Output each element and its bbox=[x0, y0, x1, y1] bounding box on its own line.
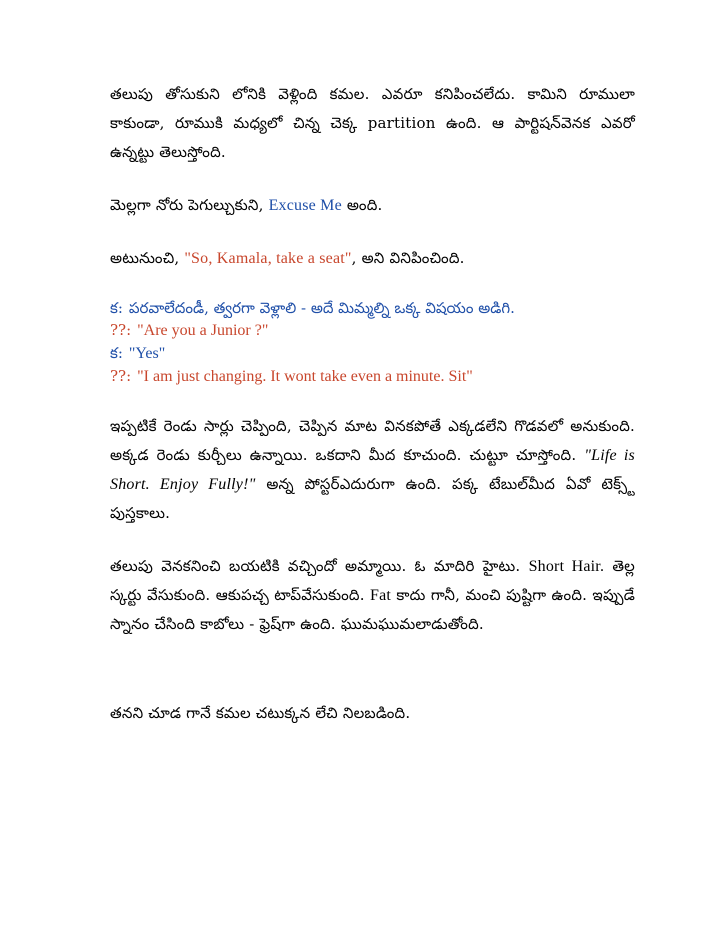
paragraph-2-suffix: అంది. bbox=[346, 196, 383, 214]
dialogue-text: "I am just changing. It wont take even a minute. Sit" bbox=[137, 368, 473, 385]
paragraph-7-text: తనని చూడ గానే కమల చటుక్కన లేచి నిలబడింది. bbox=[110, 704, 411, 722]
paragraph-6-part-c: కాదు గానీ, మంచి పుష్టిగా ఉంది. ఇప్పుడే స్నానం చేసింది కాబోలు - ఫ్రెష్‌గా ఉంది. ఘుమఘుమలాడుతోంది. bbox=[110, 586, 635, 633]
paragraph-6-part-b: తెల్ల స్కర్టు వేసుకుంది. ఆకుపచ్చ టాప్‌వేసుకుంది. bbox=[110, 557, 636, 604]
paragraph-6 bbox=[110, 552, 635, 639]
paragraph-5-tail: అన్న పోస్టర్ఎదురుగా ఉంది. పక్క టేబుల్‌మీద ఏవో టెక్స్ట్ పుస్తకాలు. bbox=[110, 475, 635, 522]
fat-word: Fat bbox=[370, 587, 392, 604]
dialogue-line bbox=[110, 365, 635, 388]
dialogue-speaker: క: bbox=[110, 299, 123, 317]
dialogue-line bbox=[110, 297, 635, 319]
paragraph-1-text: తలుపు తోసుకుని లోనికి వెళ్లింది కమల. ఎవరూ కనిపించలేదు. కామిని రూములా కాకుండా, రూముకి మధ్యలో చిన్న చెక్క partition ఉంది. ఆ పార్టిషన్‌వెనక ఎవరో ఉన్నట్టు తెలుస్తోంది. bbox=[110, 85, 635, 161]
short-hair-phrase: Short Hair. bbox=[528, 558, 605, 575]
paragraph-7 bbox=[110, 699, 635, 728]
excuse-me-phrase: Excuse Me bbox=[268, 197, 342, 214]
dialogue-text: పరవాలేదండీ, త్వరగా వెళ్లాలి - అదే మిమ్మల్ని ఒక్క విషయం అడిగి. bbox=[128, 299, 515, 317]
paragraph-3 bbox=[110, 244, 635, 273]
dialogue-speaker: ??: bbox=[110, 367, 132, 385]
paragraph-1 bbox=[110, 80, 635, 167]
paragraph-2-prefix: మెల్లగా నోరు పెగుల్చుకుని, bbox=[110, 196, 264, 214]
paragraph-6-part-a: తలుపు వెనకనించి బయటికి వచ్చిందో అమ్మాయి. ఓ మాదిరి హైటు. bbox=[110, 557, 521, 575]
dialogue-text: "Are you a Junior ?" bbox=[137, 322, 269, 339]
take-a-seat-quote: "So, Kamala, take a seat" bbox=[184, 250, 352, 267]
paragraph-5 bbox=[110, 412, 635, 528]
dialogue-speaker: క: bbox=[110, 344, 123, 362]
paragraph-3-prefix: అటునుంచి, bbox=[110, 249, 180, 267]
paragraph-2 bbox=[110, 191, 635, 220]
dialogue-line bbox=[110, 342, 635, 365]
dialogue-text: "Yes" bbox=[128, 345, 166, 362]
dialogue-block bbox=[110, 297, 635, 388]
poster-quote: "Life is Short. Enjoy Fully!" bbox=[110, 447, 635, 493]
dialogue-line bbox=[110, 319, 635, 342]
paragraph-5-text: ఇప్పటికే రెండు సార్లు చెప్పింది, చెప్పిన మాట వినకపోతే ఎక్కడలేని గొడవలో అనుకుంది. అక్కడ రెండు కుర్చీలు ఉన్నాయి. ఒకదాని మీద కూచుంది. చుట్టూ చూస్తోంది. bbox=[110, 417, 635, 464]
dialogue-speaker: ??: bbox=[110, 321, 132, 339]
paragraph-3-suffix: , అని వినిపించింది. bbox=[351, 249, 465, 267]
document-body bbox=[110, 80, 635, 728]
